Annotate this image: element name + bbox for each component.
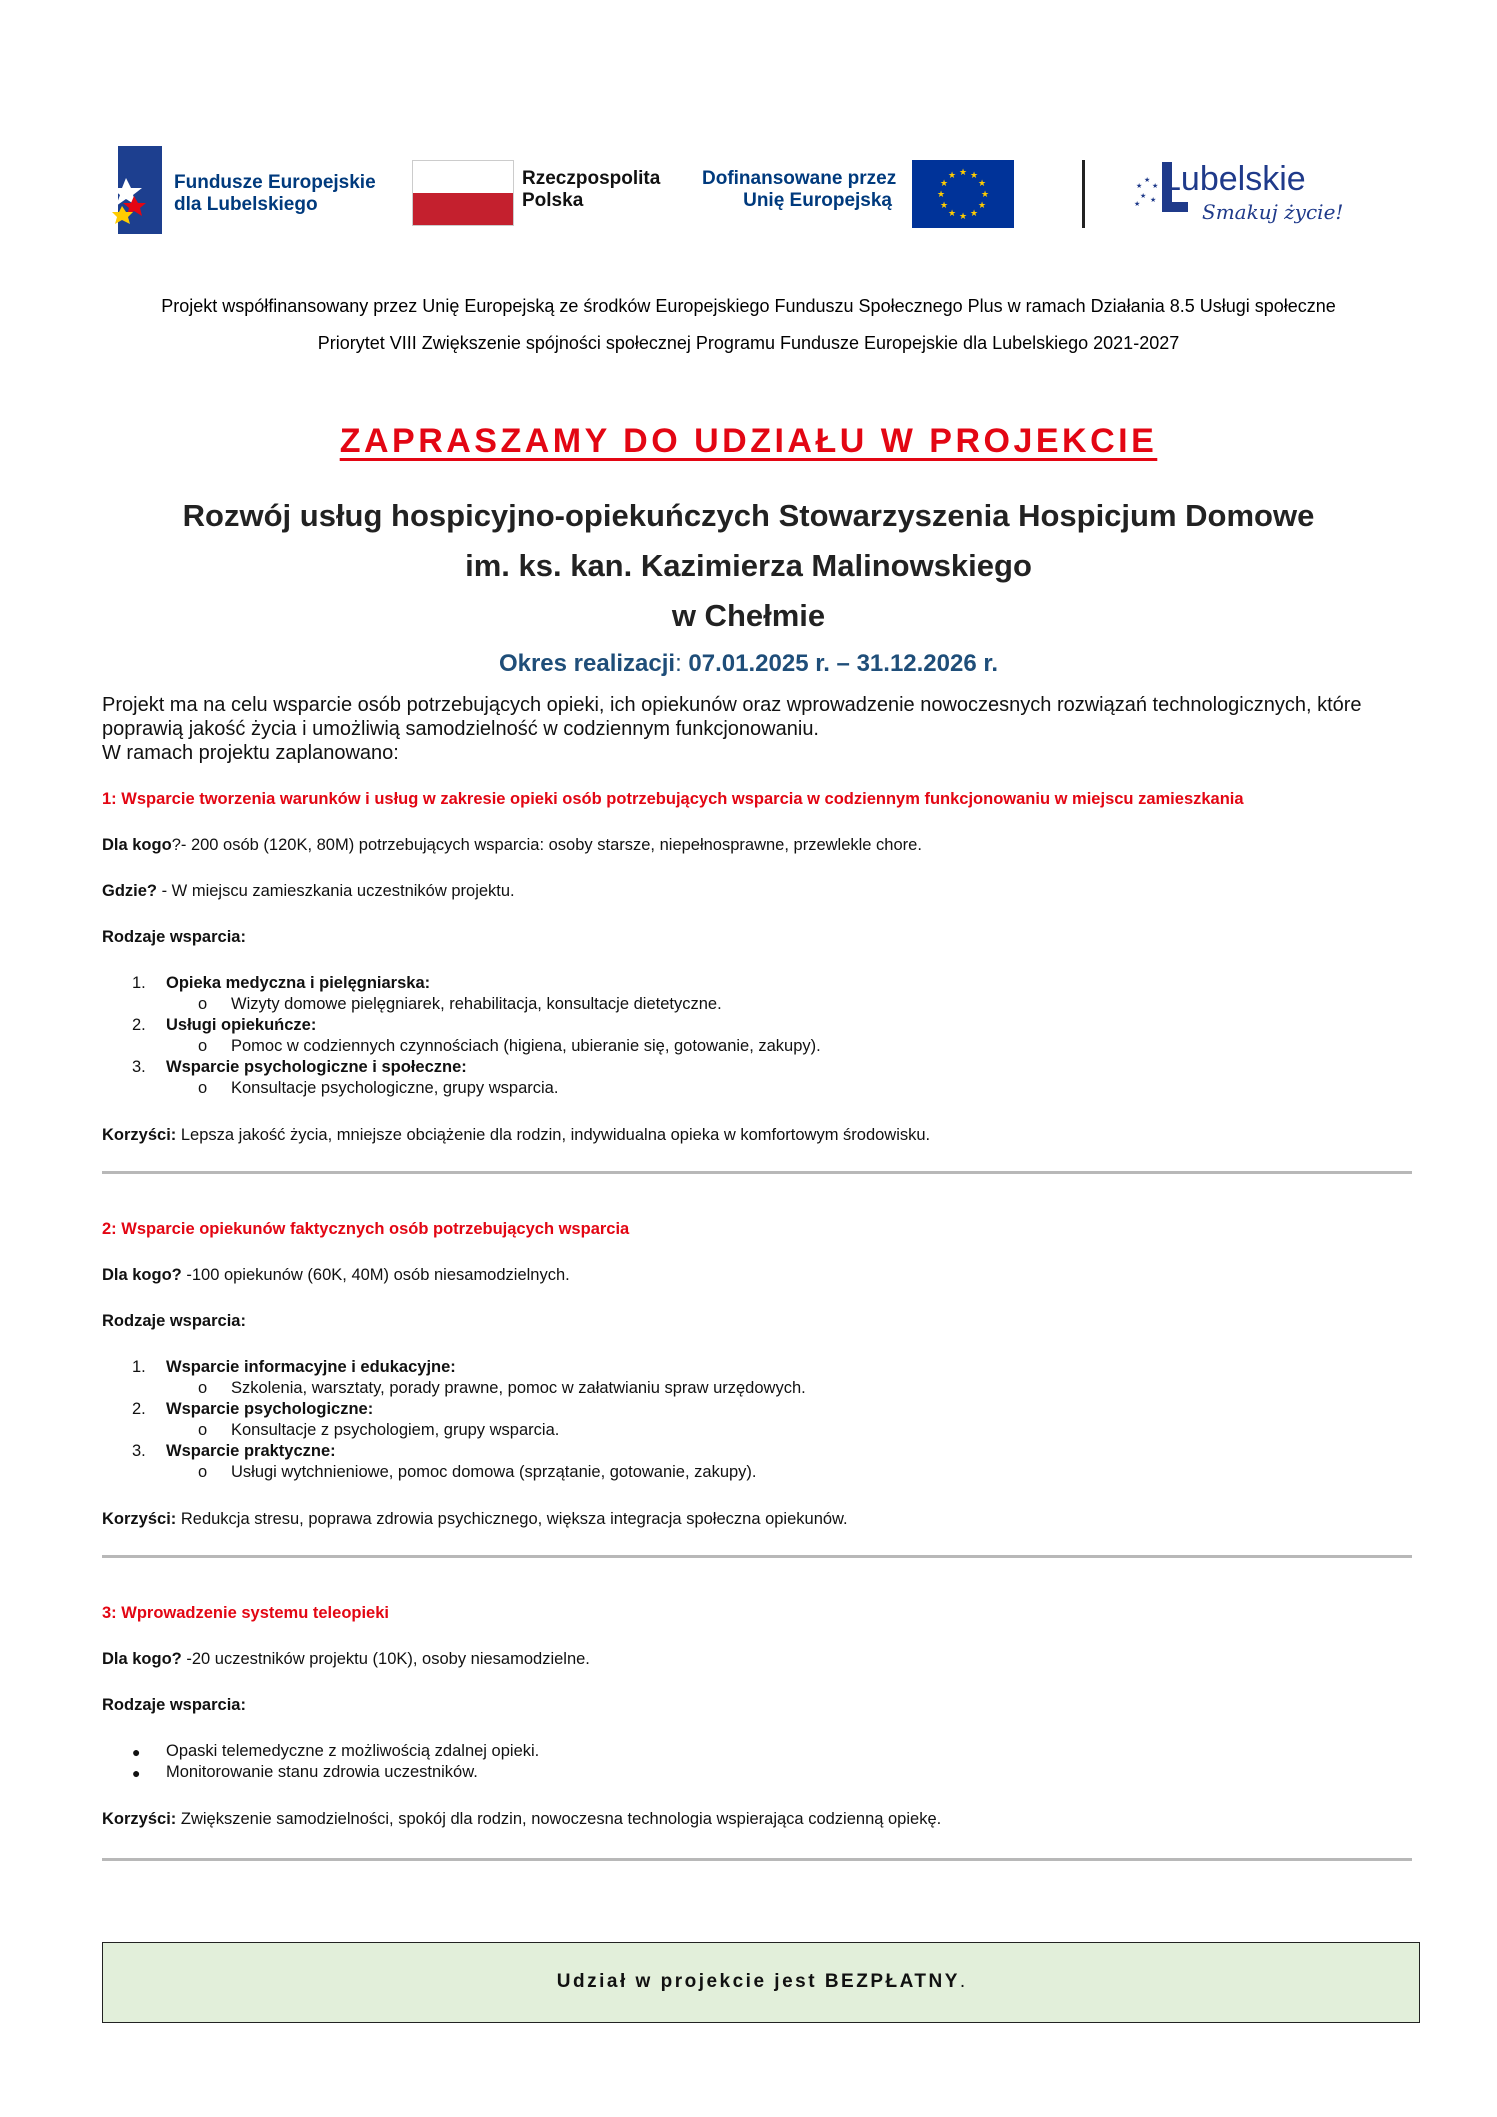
eu-flag-icon [912, 160, 1014, 228]
circle-bullet-icon: o [198, 1463, 208, 1481]
intro-paragraph: Projekt ma na celu wsparcie osób potrzebujących opieki, ich opiekunów oraz wprowadzenie nowoczesnych rozwiązań technologicznych, które poprawią jakość życia i umożliwią samodzielność w codziennym funkcjonowaniu. [102, 694, 1362, 740]
section-3-title: 3: Wprowadzenie systemu teleopieki [102, 1604, 389, 1622]
bullet-dot-icon: ● [132, 1765, 141, 1781]
section-3-who [102, 1650, 590, 1669]
list-item-title: Wsparcie psychologiczne i społeczne: [166, 1058, 467, 1076]
who-text: -100 opiekunów (60K, 40M) osób niesamodzielnych. [181, 1266, 570, 1284]
where-label: Gdzie? [102, 882, 158, 900]
list-item-title: Wsparcie psychologiczne: [166, 1400, 374, 1418]
svg-text:★: ★ [1140, 192, 1147, 200]
section-2 [102, 1220, 1412, 1528]
section-1-who [102, 836, 922, 855]
section-3-benefits [102, 1810, 941, 1829]
eu-logo-line2: Unię Europejską [743, 190, 892, 211]
circle-bullet-icon: o [198, 995, 208, 1013]
list-item-detail: Konsultacje psychologiczne, grupy wsparcia. [231, 1079, 559, 1097]
logo-divider [1082, 160, 1085, 228]
svg-text:★: ★ [936, 190, 946, 200]
who-text: ?- 200 osób (120K, 80M) potrzebujących wsparcia: osoby starsze, niepełnosprawne, przewlekle chore. [171, 836, 922, 854]
free-participation-box [102, 1942, 1420, 2023]
list-item-detail: Usługi wytchnieniowe, pomoc domowa (sprzątanie, gotowanie, zakupy). [231, 1463, 757, 1481]
list-item-detail: Wizyty domowe pielęgniarek, rehabilitacja, konsultacje dietetyczne. [231, 995, 722, 1013]
section-divider [102, 1858, 1412, 1861]
svg-text:★: ★ [1152, 182, 1159, 190]
svg-text:★: ★ [969, 209, 979, 219]
section-2-benefits [102, 1510, 848, 1529]
pl-logo-line1: Rzeczpospolita [522, 168, 661, 189]
svg-text:★: ★ [977, 179, 987, 189]
svg-text:★: ★ [969, 171, 979, 181]
list-number: 2. [132, 1016, 146, 1034]
list-item: Monitorowanie stanu zdrowia uczestników. [166, 1763, 478, 1781]
svg-text:★: ★ [1150, 196, 1157, 204]
invite-heading: ZAPRASZAMY DO UDZIAŁU W PROJEKCIE [339, 422, 1158, 460]
list-number: 1. [132, 1358, 146, 1376]
benefits-label: Korzyści: [102, 1810, 177, 1828]
lubelskie-logo-slogan: Smakuj życie! [1202, 200, 1344, 224]
section-1-title: 1: Wsparcie tworzenia warunków i usług w zakresie opieki osób potrzebujących wsparcia w codziennym funkcjonowaniu w miejscu zamieszkania [102, 790, 1244, 808]
list-number: 3. [132, 1442, 146, 1460]
svg-text:★: ★ [947, 171, 957, 181]
svg-text:★: ★ [1144, 176, 1151, 184]
svg-text:★: ★ [980, 190, 990, 200]
project-intro [102, 693, 1412, 765]
lubelskie-logo-name: Lubelskie [1162, 160, 1306, 198]
benefits-label: Korzyści: [102, 1126, 177, 1144]
section-2-types-label: Rodzaje wsparcia: [102, 1312, 246, 1330]
benefits-text: Lepsza jakość życia, mniejsze obciążenie dla rodzin, indywidualna opieka w komfortowym środowisku. [176, 1126, 931, 1144]
who-label: Dla kogo? [102, 1650, 182, 1668]
section-1-types-label: Rodzaje wsparcia: [102, 928, 246, 946]
fe-stars-icon [112, 144, 166, 236]
list-item-title: Usługi opiekuńcze: [166, 1016, 317, 1034]
list-number: 2. [132, 1400, 146, 1418]
section-divider [102, 1555, 1412, 1558]
section-divider [102, 1171, 1412, 1174]
svg-text:★: ★ [939, 179, 949, 189]
project-title-line-2: im. ks. kan. Kazimierza Malinowskiego [465, 548, 1032, 583]
circle-bullet-icon: o [198, 1079, 208, 1097]
section-2-who [102, 1266, 570, 1285]
svg-text:★: ★ [939, 201, 949, 211]
who-text: -20 uczestników projektu (10K), osoby niesamodzielne. [181, 1650, 590, 1668]
section-1-where [102, 882, 515, 901]
circle-bullet-icon: o [198, 1379, 208, 1397]
free-participation-text: Udział w projekcie jest BEZPŁATNY [556, 1971, 960, 1992]
project-title-line-3: w Chełmie [671, 598, 826, 633]
polish-flag-icon [412, 160, 514, 226]
list-item-title: Wsparcie praktyczne: [166, 1442, 336, 1460]
cofinancing-line-2: Priorytet VIII Zwiększenie spójności społecznej Programu Fundusze Europejskie dla Lubelskiego 2021-2027 [317, 333, 1180, 353]
period-value: 07.01.2025 r. – 31.12.2026 r. [688, 650, 999, 677]
list-item-detail: Konsultacje z psychologiem, grupy wsparcia. [231, 1421, 560, 1439]
benefits-text: Zwiększenie samodzielności, spokój dla rodzin, nowoczesna technologia wspierająca codzienną opiekę. [176, 1810, 942, 1828]
benefits-label: Korzyści: [102, 1510, 177, 1528]
list-number: 1. [132, 974, 146, 992]
fe-logo-line1: Fundusze Europejskie [174, 172, 376, 193]
fe-logo-line2: dla Lubelskiego [174, 194, 318, 215]
project-title-line-1: Rozwój usług hospicyjno-opiekuńczych Stowarzyszenia Hospicjum Domowe [182, 498, 1315, 533]
who-label: Dla kogo [102, 836, 172, 854]
circle-bullet-icon: o [198, 1037, 208, 1055]
bullet-dot-icon: ● [132, 1744, 141, 1760]
list-item-detail: Pomoc w codziennych czynnościach (higiena, ubieranie się, gotowanie, zakupy). [231, 1037, 821, 1055]
section-3 [102, 1604, 1412, 1844]
pl-logo-line2: Polska [522, 190, 584, 211]
period-colon: : [675, 650, 689, 677]
circle-bullet-icon: o [198, 1421, 208, 1439]
project-period [0, 650, 1497, 678]
section-2-title: 2: Wsparcie opiekunów faktycznych osób potrzebujących wsparcia [102, 1220, 630, 1238]
benefits-text: Redukcja stresu, poprawa zdrowia psychicznego, większa integracja społeczna opiekunów. [176, 1510, 848, 1528]
svg-text:★: ★ [947, 209, 957, 219]
list-item-detail: Szkolenia, warsztaty, porady prawne, pomoc w załatwianiu spraw urzędowych. [231, 1379, 806, 1397]
intro-planned: W ramach projektu zaplanowano: [102, 742, 399, 764]
list-item: Opaski telemedyczne z możliwością zdalnej opieki. [166, 1742, 540, 1760]
svg-text:★: ★ [1136, 182, 1143, 190]
svg-text:★: ★ [977, 201, 987, 211]
free-participation-dot: . [959, 1971, 966, 1992]
eu-logo-line1: Dofinansowane przez [702, 168, 897, 189]
where-text: - W miejscu zamieszkania uczestników projektu. [157, 882, 515, 900]
section-1 [102, 790, 1412, 1150]
who-label: Dla kogo? [102, 1266, 182, 1284]
svg-text:★: ★ [958, 168, 968, 178]
svg-text:★: ★ [1134, 200, 1141, 208]
fundusze-europejskie-logo [112, 144, 376, 241]
section-3-types-label: Rodzaje wsparcia: [102, 1696, 246, 1714]
svg-text:★: ★ [958, 212, 968, 222]
logo-bar [112, 140, 1352, 240]
list-item-title: Opieka medyczna i pielęgniarska: [166, 974, 431, 992]
list-number: 3. [132, 1058, 146, 1076]
section-1-benefits [102, 1126, 930, 1145]
period-label: Okres realizacji [498, 650, 676, 677]
cofinancing-line-1: Projekt współfinansowany przez Unię Europejską ze środków Europejskiego Funduszu Społecznego Plus w ramach Działania 8.5 Usługi społeczne [161, 296, 1336, 316]
list-item-title: Wsparcie informacyjne i edukacyjne: [166, 1358, 456, 1376]
